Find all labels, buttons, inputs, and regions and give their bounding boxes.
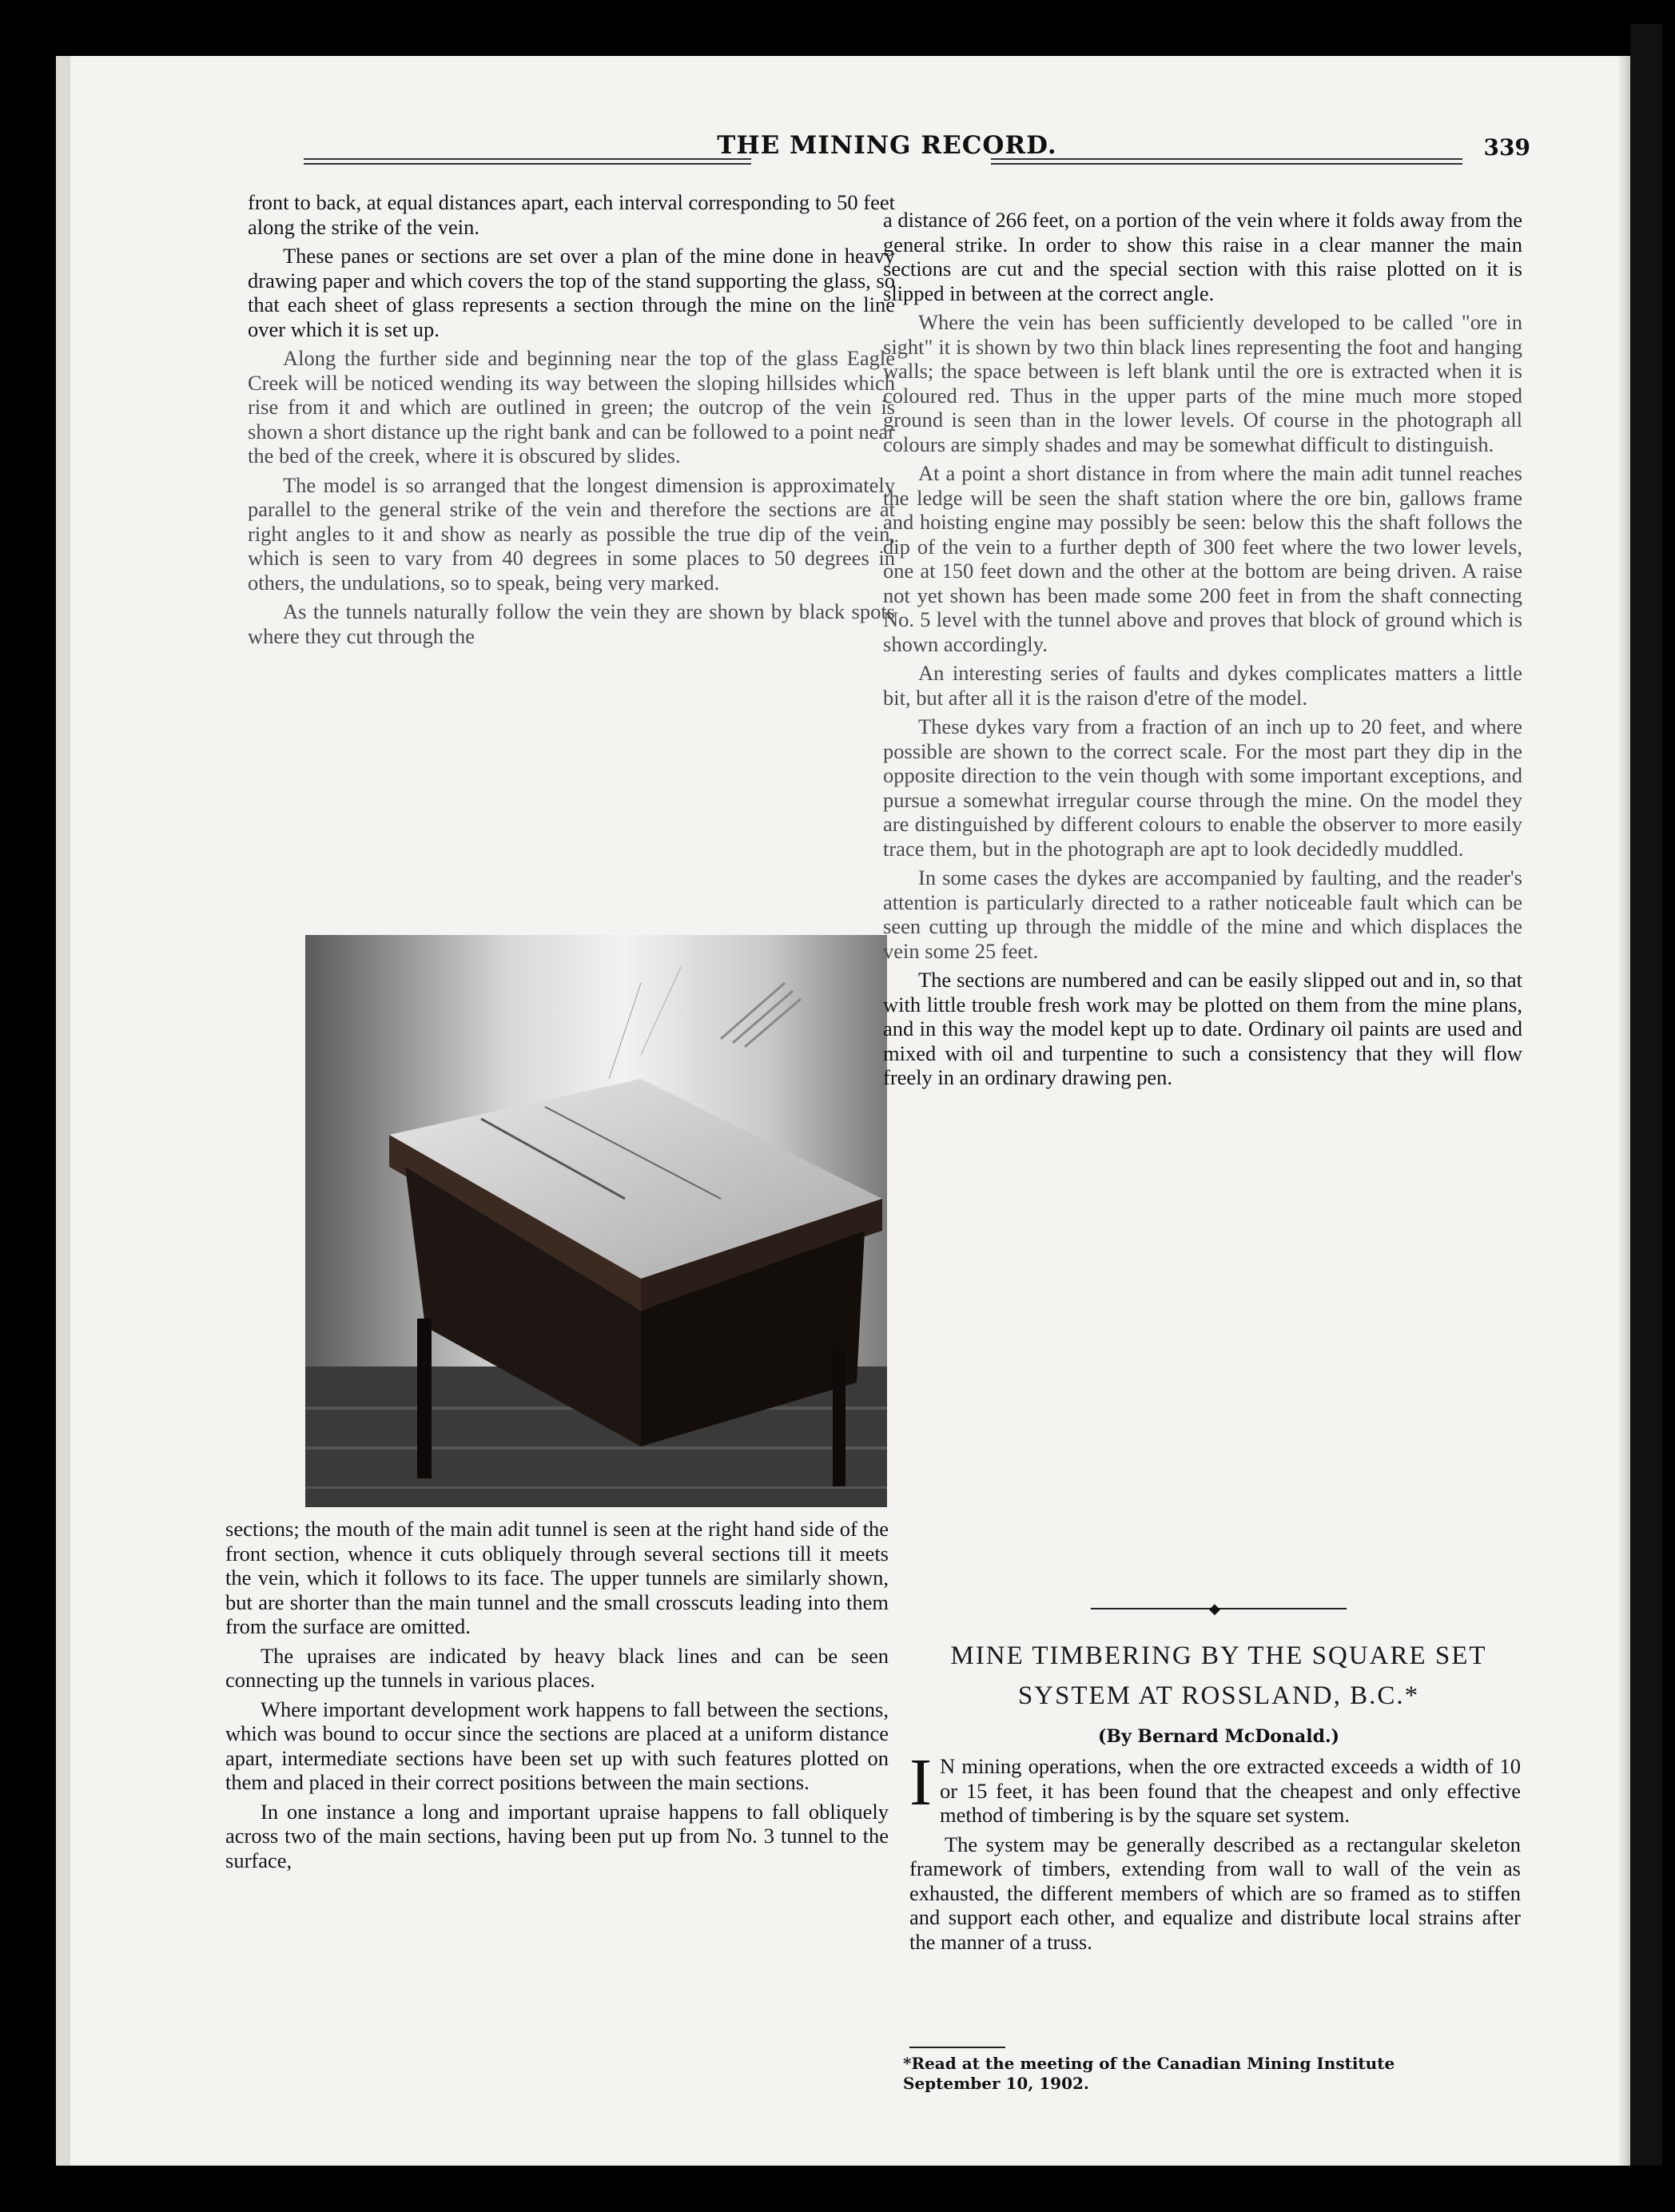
page-edge	[1617, 56, 1630, 2166]
page-edge-shadow	[1630, 24, 1662, 2166]
page-spine	[56, 56, 70, 2166]
article-body	[909, 1745, 1521, 1959]
article-title-line2: SYSTEM AT ROSSLAND, B.C.*	[1017, 1681, 1420, 1710]
footnote-line: September 10, 1902.	[903, 2074, 1089, 2093]
journal-title: THE MINING RECORD.	[717, 131, 1057, 160]
paragraph: An interesting series of faults and dykes complicates matters a little bit, but after all it is the raison d'etre of the model.	[883, 661, 1522, 710]
paragraph: These panes or sections are set over a plan of the mine done in heavy drawing paper and which covers the top of the stand supporting the glass, so that each sheet of glass represents a section through the mine on the line over which it is set up.	[248, 244, 895, 341]
header-rule-right-2	[991, 163, 1462, 165]
left-column-top	[248, 190, 895, 653]
article-byline: (By Bernard McDonald.)	[1097, 1726, 1340, 1747]
mine-model-photograph	[305, 935, 887, 1507]
footnote-line: *Read at the meeting of the Canadian Mining Institute	[903, 2054, 1395, 2073]
scanned-page	[56, 56, 1630, 2166]
paragraph: The upraises are indicated by heavy black lines and can be seen connecting up the tunnels in various places.	[225, 1643, 889, 1692]
paragraph: These dykes vary from a fraction of an inch up to 20 feet, and where possible are shown to the correct scale. For the most part they dip in the opposite direction to the vein though with some important exceptions, and pursue a somewhat irregular course through the mine. On the model they are distinguished by different colours to enable the observer to more easily trace them, but in the photograph are apt to look decidedly muddled.	[883, 714, 1522, 861]
paragraph: Along the further side and beginning near the top of the glass Eagle Creek will be noticed wending its way between the sloping hillsides which rise from it and which are outlined in green; the outcrop of the vein is shown a short distance up the right bank and can be followed to a point near the bed of the creek, where it is obscured by slides.	[248, 346, 895, 467]
page-number: 339	[1483, 134, 1530, 161]
paragraph-text: N mining operations, when the ore extracted exceeds a width of 10 or 15 feet, it has been found that the cheapest and only effective method of timbering is by the square set system.	[939, 1754, 1521, 1827]
paragraph: At a point a short distance in from where the main adit tunnel reaches the ledge will be seen the shaft station where the ore bin, gallows frame and hoisting engine may possibly be seen: below this the shaft follows the dip of the vein to a further depth of 300 feet where the two lower levels, one at 150 feet down and the other at the bottom are being driven. A raise not yet shown has been made some 200 feet in from the shaft connecting No. 5 level with the tunnel above and proves that block of ground which is shown accordingly.	[883, 461, 1522, 656]
page-header	[244, 121, 1530, 185]
paragraph: Where important development work happens to fall between the sections, which was bound to occur since the sections are placed at a uniform distance apart, intermediate sections have been set up with such features plotted on them and placed in their correct positions between the main sections.	[225, 1697, 889, 1794]
paragraph: The sections are numbered and can be easily slipped out and in, so that with little trouble fresh work may be plotted on them from the mine plans, and in this way the model kept up to date. Ordinary oil paints are used and mixed with oil and turpentine to such a consistency that they will flow freely in an ordinary drawing pen.	[883, 968, 1522, 1089]
paragraph: In one instance a long and important upraise happens to fall obliquely across two of the main sections, having been put up from No. 3 tunnel to the surface,	[225, 1799, 889, 1872]
paragraph: As the tunnels naturally follow the vein they are shown by black spots where they cut through the	[248, 599, 895, 648]
left-column-bottom	[225, 1517, 889, 1877]
right-column-top	[883, 208, 1522, 1095]
paragraph: The system may be generally described as a rectangular skeleton framework of timbers, extending from wall to wall of the vein as exhausted, the different members of which are so framed as to stiffen and support each other, and equalize and distribute local strains after the manner of a truss.	[909, 1832, 1521, 1954]
photo-illustration	[305, 935, 887, 1507]
footnote	[903, 2054, 1518, 2094]
paragraph: The model is so arranged that the longest dimension is approximately parallel to the general strike of the vein and therefore the sections are at right angles to it and show as nearly as possible the true dip of the vein, which is seen to vary from 40 degrees in some places to 50 degrees in others, the undulations, so to speak, being very marked.	[248, 472, 895, 595]
article-title-line1: MINE TIMBERING BY THE SQUARE SET	[950, 1641, 1487, 1670]
drop-cap: I	[909, 1745, 932, 1820]
divider-ornament-icon: ◆	[1209, 1601, 1220, 1617]
paragraph	[909, 1745, 1521, 1828]
paragraph: a distance of 266 feet, on a portion of the vein where it folds away from the general strike. In order to show this raise in a clear manner the main sections are cut and the special section with this raise plotted on it is slipped in between at the correct angle.	[883, 208, 1522, 305]
footnote-rule	[909, 2047, 1005, 2048]
paragraph: sections; the mouth of the main adit tunnel is seen at the right hand side of the front section, whence it cuts obliquely through several sections till it meets the vein, which it follows to its face. The upper tunnels are similarly shown, but are shorter than the main tunnel and the small crosscuts leading into them from the surface are omitted.	[225, 1517, 889, 1638]
paragraph: front to back, at equal distances apart, each interval corresponding to 50 feet along the strike of the vein.	[248, 190, 895, 239]
header-rule-left-2	[304, 163, 751, 165]
paragraph: Where the vein has been sufficiently developed to be called "ore in sight" it is shown by two thin black lines representing the foot and hanging walls; the space between is left blank until the ore is extracted when it is coloured red. Thus in the upper parts of the mine much more stoped ground is seen than in the lower levels. Of course in the photograph all colours are simply shades and may be somewhat difficult to distinguish.	[883, 310, 1522, 456]
paragraph: In some cases the dykes are accompanied by faulting, and the reader's attention is particularly directed to a rather noticeable fault which can be seen cutting up through the middle of the mine and which displaces the vein some 25 feet.	[883, 865, 1522, 963]
